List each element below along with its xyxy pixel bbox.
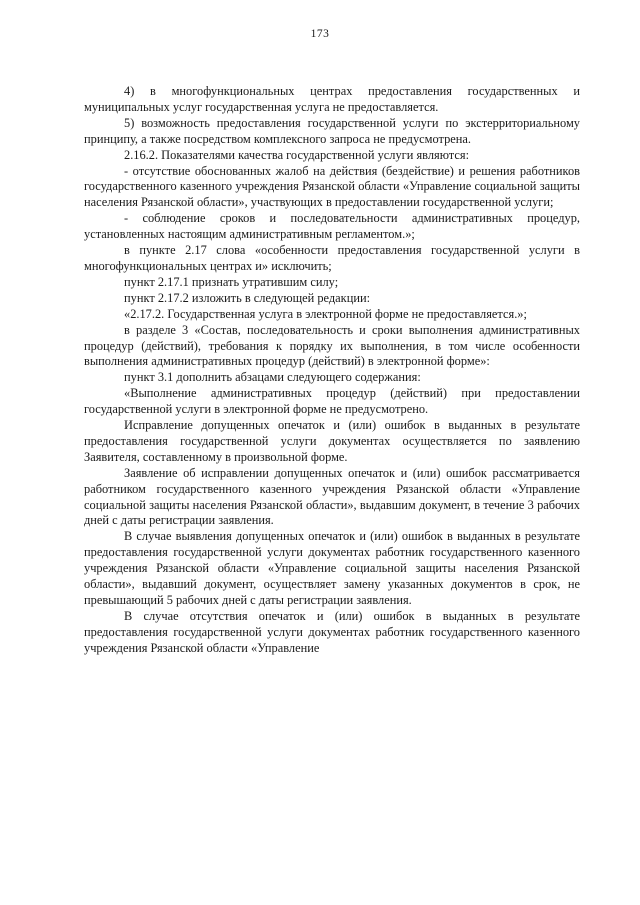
paragraph-quality-2: - соблюдение сроков и последовательности административных процедур, установленных настоящим административным регламентом.»; — [84, 211, 580, 242]
paragraph-3-1-d: В случае выявления допущенных опечаток и (или) ошибок в выданных в результате предоставления государственной услуги документах работник государственного казенного учреждения Рязанской области «Управление социальной защиты населения Рязанской области», выдавший документ, осуществляет замену указанных документов в срок, не превышающий 5 рабочих дней с даты регистрации заявления. — [84, 529, 580, 607]
paragraph-3-1: пункт 3.1 дополнить абзацами следующего содержания: — [124, 370, 421, 385]
paragraph-item-4: 4) в многофункциональных центрах предоставления государственных и муниципальных услуг государственная услуга не предоставляется. — [84, 84, 580, 114]
paragraph-2-17-2-text: «2.17.2. Государственная услуга в электронной форме не предоставляется.»; — [124, 306, 527, 321]
paragraph-2-17-1: пункт 2.17.1 признать утратившим силу; — [124, 274, 339, 289]
page-number: 173 — [310, 28, 330, 40]
paragraph-2-16-2: 2.16.2. Показателями качества государственной услуги являются: — [124, 147, 470, 162]
paragraph-2-17: в пункте 2.17 слова «особенности предоставления государственной услуги в многофункциональных центрах и» исключить; — [84, 243, 580, 273]
document-body — [84, 84, 580, 657]
paragraph-quality-1: - отсутствие обоснованных жалоб на действия (бездействие) и решения работников государственного казенного учреждения Рязанской области «Управление социальной защиты населения Рязанской области», участвующих в предоставлении государственной услуги; — [84, 163, 580, 210]
paragraph-3-1-a: «Выполнение административных процедур (действий) при предоставлении государственной услуги в электронной форме не предусмотрено. — [84, 386, 580, 417]
paragraph-3-1-e: В случае отсутствия опечаток и (или) ошибок в выданных в результате предоставления государственной услуги документах работник государственного казенного учреждения Рязанской области «Управление — [84, 608, 580, 655]
paragraph-item-5: 5) возможность предоставления государственной услуги по экстерриториальному принципу, а также посредством комплексного запроса не предусмотрена. — [84, 115, 580, 146]
paragraph-3-1-b: Исправление допущенных опечаток и (или) ошибок в выданных в результате предоставления государственной услуги документах осуществляется по заявлению Заявителя, составленному в произвольной форме. — [84, 418, 580, 464]
paragraph-3-1-c: Заявление об исправлении допущенных опечаток и (или) ошибок рассматривается работником государственного казенного учреждения Рязанской области «Управление социальной защиты населения Рязанской области», выдавшим документ, в течение 3 рабочих дней с даты регистрации заявления. — [84, 465, 580, 528]
paragraph-2-17-2: пункт 2.17.2 изложить в следующей редакции: — [124, 290, 371, 305]
paragraph-section-3: в разделе 3 «Состав, последовательность и сроки выполнения административных процедур (действий), требования к порядку их выполнения, в том числе особенности выполнения административных процедур (действий) в электронной форме»: — [84, 322, 580, 369]
